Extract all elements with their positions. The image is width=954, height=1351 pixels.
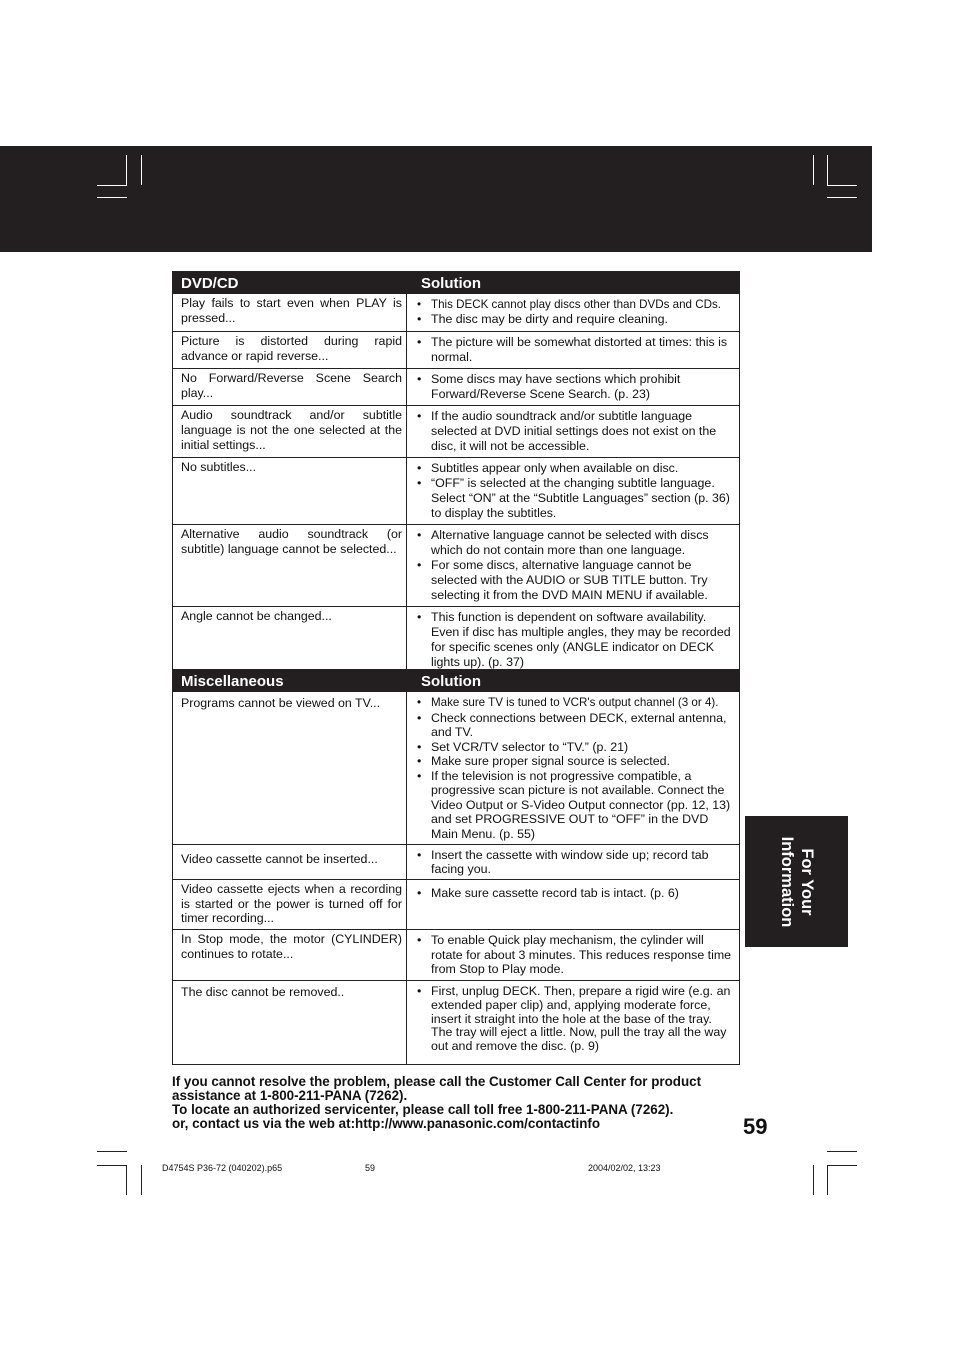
problem-cell: Programs cannot be viewed on TV... — [173, 692, 407, 844]
solution-item: • Insert the cassette with window side up; record tab facing you. — [415, 848, 733, 876]
table-row — [173, 294, 739, 331]
header-solution: Solution — [421, 274, 481, 292]
dvd-troubleshooting-table — [172, 271, 740, 680]
table-row — [173, 368, 739, 405]
support-line: or, contact us via the web at:http://www.panasonic.com/contactinfo — [172, 1116, 601, 1131]
solution-cell — [407, 369, 739, 405]
solution-item: • Set VCR/TV selector to “TV.” (p. 21) — [415, 740, 733, 755]
table-row — [173, 692, 739, 844]
table-row — [173, 457, 739, 524]
solution-cell — [407, 406, 739, 457]
solution-cell — [407, 845, 739, 879]
problem-cell: Alternative audio soundtrack (or subtitle) language cannot be selected... — [173, 525, 407, 606]
solution-item: • Subtitles appear only when available on disc. — [415, 461, 733, 476]
table-row — [173, 844, 739, 879]
table-header — [173, 272, 739, 294]
table-row — [173, 331, 739, 368]
solution-item: • If the television is not progressive compatible, a progressive scan picture is not available. Connect the Video Output or S-Video Output connector (pp. 12, 13) and set PROGRESSIVE OUT to “OFF” in the DVD Main Menu. (p. 55) — [415, 769, 733, 842]
solution-item: • This DECK cannot play discs other than DVDs and CDs. — [415, 297, 733, 312]
solution-cell — [407, 525, 739, 606]
problem-cell: No Forward/Reverse Scene Search play... — [173, 369, 407, 405]
slug-timestamp: 2004/02/02, 13:23 — [588, 1163, 661, 1173]
solution-item: • This function is dependent on software availability. Even if disc has multiple angles, they may be recorded for specific scenes only (ANGLE indicator on DECK lights up). (p. 37) — [415, 610, 733, 670]
problem-cell: Angle cannot be changed... — [173, 607, 407, 679]
customer-support-note — [172, 1075, 752, 1131]
solution-cell — [407, 332, 739, 368]
solution-item: • The picture will be somewhat distorted at times: this is normal. — [415, 335, 733, 365]
solution-cell — [407, 930, 739, 980]
problem-cell: Picture is distorted during rapid advance or rapid reverse... — [173, 332, 407, 368]
header-band — [0, 146, 872, 252]
solution-item: • Some discs may have sections which prohibit Forward/Reverse Scene Search. (p. 23) — [415, 372, 733, 402]
solution-item: • Make sure proper signal source is selected. — [415, 754, 733, 769]
problem-cell: Video cassette cannot be inserted... — [173, 845, 407, 879]
misc-troubleshooting-table — [172, 669, 740, 1065]
slug-page: 59 — [365, 1163, 376, 1173]
table-header — [173, 670, 739, 692]
problem-cell: No subtitles... — [173, 458, 407, 524]
support-line: To locate an authorized servicenter, please call toll free 1-800-211-PANA (7262). — [172, 1102, 674, 1117]
solution-item: • Check connections between DECK, external antenna, and TV. — [415, 711, 733, 740]
solution-item: • The disc may be dirty and require cleaning. — [415, 312, 733, 327]
solution-cell — [407, 981, 739, 1064]
problem-cell: In Stop mode, the motor (CYLINDER) continues to rotate... — [173, 930, 407, 980]
solution-cell — [407, 692, 739, 844]
solution-cell — [407, 294, 739, 331]
solution-item: • For some discs, alternative language cannot be selected with the AUDIO or SUB TITLE button. Try selecting it from the DVD MAIN MENU if available. — [415, 558, 733, 603]
support-line: If you cannot resolve the problem, please call the Customer Call Center for product assistance at 1-800-211-PANA (7262). — [172, 1074, 702, 1103]
page-number: 59 — [743, 1114, 768, 1139]
problem-cell: The disc cannot be removed.. — [173, 981, 407, 1064]
slug-filename: D4754S P36-72 (040202).p65 — [162, 1163, 283, 1173]
table-body — [173, 692, 739, 1064]
header-problem: Miscellaneous — [181, 672, 284, 690]
table-row — [173, 879, 739, 929]
header-problem: DVD/CD — [181, 274, 239, 292]
table-row — [173, 405, 739, 457]
table-body — [173, 294, 739, 679]
solution-cell — [407, 880, 739, 929]
table-row — [173, 524, 739, 606]
solution-item: • Alternative language cannot be selected with discs which do not contain more than one language. — [415, 528, 733, 558]
section-tab — [745, 816, 848, 947]
problem-cell: Play fails to start even when PLAY is pressed... — [173, 294, 407, 331]
table-row — [173, 929, 739, 980]
solution-item: • Make sure cassette record tab is intact. (p. 6) — [415, 886, 733, 901]
problem-cell: Video cassette ejects when a recording is started or the power is turned off for timer recording... — [173, 880, 407, 929]
solution-item: • “OFF” is selected at the changing subtitle language. Select “ON” at the “Subtitle Languages” section (p. 36) to display the subtitles. — [415, 476, 733, 521]
solution-item: • Make sure TV is tuned to VCR's output channel (3 or 4). — [415, 696, 733, 711]
header-solution: Solution — [421, 672, 481, 690]
problem-cell: Audio soundtrack and/or subtitle language is not the one selected at the initial settings... — [173, 406, 407, 457]
solution-cell — [407, 458, 739, 524]
solution-item: • To enable Quick play mechanism, the cylinder will rotate for about 3 minutes. This reduces response time from Stop to Play mode. — [415, 933, 733, 977]
section-tab-label: For Your Information — [777, 836, 816, 927]
solution-item: • First, unplug DECK. Then, prepare a rigid wire (e.g. an extended paper clip) and, applying moderate force, insert it straight into the hole at the base of the tray. The tray will eject a little. Now, pull the tray all the way out and remove the disc. (p. 9) — [415, 985, 733, 1054]
table-row — [173, 980, 739, 1064]
solution-item: • If the audio soundtrack and/or subtitle language selected at DVD initial settings does not exist on the disc, it will not be accessible. — [415, 409, 733, 454]
